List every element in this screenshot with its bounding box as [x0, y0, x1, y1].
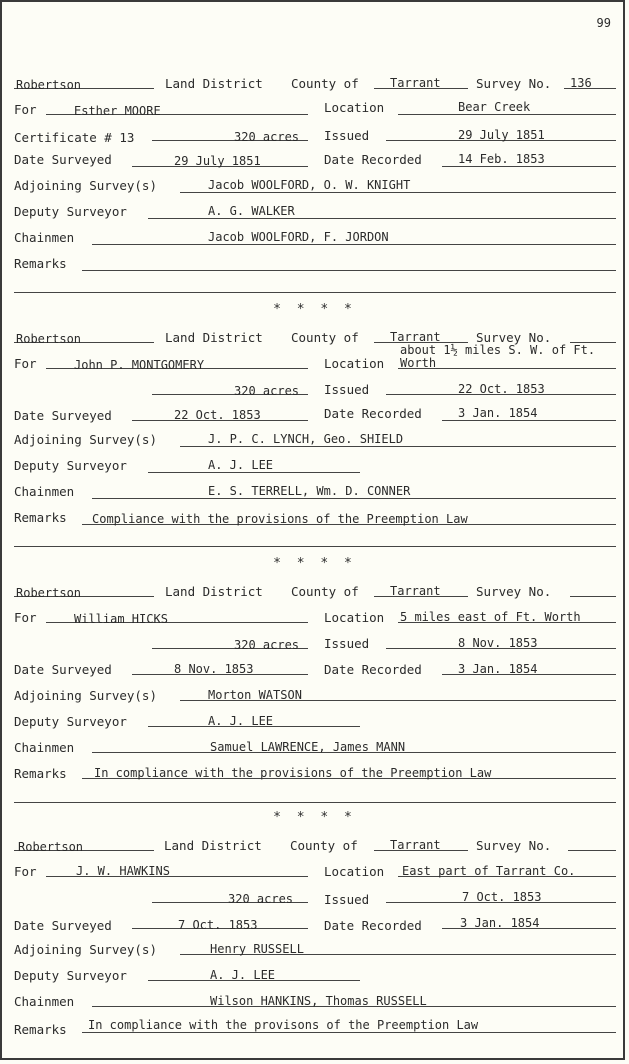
record-separator: * * * * [273, 810, 356, 825]
for-value: William HICKS [74, 612, 168, 626]
chainmen-value: Jacob WOOLFORD, F. JORDON [208, 230, 389, 244]
location-value: about 1½ miles S. W. of Ft. Worth [400, 343, 596, 370]
date-surveyed-label: Date Surveyed [14, 408, 112, 423]
deputy-label: Deputy Surveyor [14, 458, 127, 473]
county-value: Tarrant [390, 330, 441, 344]
date-recorded-value: 3 Jan. 1854 [458, 406, 538, 420]
remarks-label: Remarks [14, 1022, 67, 1037]
deputy-label: Deputy Surveyor [14, 968, 127, 983]
date-surveyed-value: 22 Oct. 1853 [174, 408, 261, 422]
location-value: Bear Creek [458, 100, 531, 114]
issued-value: 29 July 1851 [458, 128, 545, 142]
district-value: Robertson [16, 586, 82, 600]
remarks-label: Remarks [14, 256, 67, 271]
adjoining-label: Adjoining Survey(s) [14, 432, 157, 447]
county-label: County of [291, 76, 359, 91]
record-separator: * * * * [273, 556, 356, 571]
remarks-value: In compliance with the provisons of the Preemption Law [88, 1018, 479, 1032]
for-value: Esther MOORE [74, 104, 161, 118]
for-label: For [14, 864, 37, 879]
adjoining-label: Adjoining Survey(s) [14, 688, 157, 703]
date-surveyed-label: Date Surveyed [14, 662, 112, 677]
chainmen-value: Samuel LAWRENCE, James MANN [210, 740, 406, 754]
county-value: Tarrant [390, 584, 441, 598]
issued-value: 22 Oct. 1853 [458, 382, 545, 396]
deputy-value: A. G. WALKER [208, 204, 295, 218]
survey-no-label: Survey No. [476, 76, 552, 91]
county-label: County of [291, 584, 359, 599]
acres-value: 320 acres [234, 384, 300, 398]
acres-value: 320 acres [234, 638, 300, 652]
blank-line [14, 276, 616, 293]
county-label: County of [290, 838, 358, 853]
survey-no-label: Survey No. [476, 330, 552, 345]
date-recorded-label: Date Recorded [324, 662, 422, 677]
for-value: J. W. HAWKINS [76, 864, 170, 878]
location-label: Location [324, 100, 385, 115]
chainmen-label: Chainmen [14, 740, 75, 755]
deputy-label: Deputy Surveyor [14, 204, 127, 219]
adjoining-value: Morton WATSON [208, 688, 302, 702]
district-value: Robertson [16, 78, 82, 92]
date-surveyed-label: Date Surveyed [14, 152, 112, 167]
blank-line [14, 786, 616, 803]
chainmen-label: Chainmen [14, 484, 75, 499]
for-label: For [14, 102, 37, 117]
chainmen-value: E. S. TERRELL, Wm. D. CONNER [208, 484, 411, 498]
location-value: 5 miles east of Ft. Worth [400, 610, 581, 624]
for-value: John P. MONTGOMERY [74, 358, 205, 372]
date-recorded-label: Date Recorded [324, 918, 422, 933]
location-label: Location [324, 610, 385, 625]
adjoining-label: Adjoining Survey(s) [14, 178, 157, 193]
land-district-label: Land District [165, 330, 263, 345]
issued-value: 8 Nov. 1853 [458, 636, 538, 650]
land-district-label: Land District [165, 584, 263, 599]
chainmen-label: Chainmen [14, 230, 75, 245]
district-value: Robertson [18, 840, 84, 854]
deputy-value: A. J. LEE [210, 968, 276, 982]
deputy-value: A. J. LEE [208, 458, 274, 472]
district-value: Robertson [16, 332, 82, 346]
location-label: Location [324, 356, 385, 371]
date-surveyed-label: Date Surveyed [14, 918, 112, 933]
acres-value: 320 acres [228, 892, 294, 906]
record-separator: * * * * [273, 302, 356, 317]
county-label: County of [291, 330, 359, 345]
deputy-value: A. J. LEE [208, 714, 274, 728]
date-recorded-label: Date Recorded [324, 406, 422, 421]
location-value: East part of Tarrant Co. [402, 864, 576, 878]
chainmen-label: Chainmen [14, 994, 75, 1009]
for-label: For [14, 610, 37, 625]
remarks-label: Remarks [14, 766, 67, 781]
remarks-value: In compliance with the provisions of the Preemption Law [94, 766, 492, 780]
page-number: 99 [596, 16, 611, 30]
date-recorded-label: Date Recorded [324, 152, 422, 167]
issued-label: Issued [324, 892, 370, 907]
survey-no-label: Survey No. [476, 838, 552, 853]
adjoining-label: Adjoining Survey(s) [14, 942, 157, 957]
adjoining-value: Henry RUSSELL [210, 942, 304, 956]
for-label: For [14, 356, 37, 371]
adjoining-value: Jacob WOOLFORD, O. W. KNIGHT [208, 178, 411, 192]
date-recorded-value: 3 Jan. 1854 [458, 662, 538, 676]
issued-value: 7 Oct. 1853 [462, 890, 542, 904]
certificate-label: Certificate # 13 [14, 130, 135, 145]
chainmen-value: Wilson HANKINS, Thomas RUSSELL [210, 994, 427, 1008]
county-value: Tarrant [390, 76, 441, 90]
county-value: Tarrant [390, 838, 441, 852]
acres-value: 320 acres [234, 130, 300, 144]
survey-no-value: 136 [570, 76, 592, 90]
issued-label: Issued [324, 382, 370, 397]
survey-no-label: Survey No. [476, 584, 552, 599]
issued-label: Issued [324, 128, 370, 143]
land-district-label: Land District [165, 76, 263, 91]
issued-label: Issued [324, 636, 370, 651]
date-recorded-value: 3 Jan. 1854 [460, 916, 540, 930]
date-surveyed-value: 7 Oct. 1853 [178, 918, 258, 932]
land-district-label: Land District [164, 838, 262, 853]
blank-line [14, 530, 616, 547]
date-recorded-value: 14 Feb. 1853 [458, 152, 545, 166]
location-label: Location [324, 864, 385, 879]
remarks-value: Compliance with the provisions of the Preemption Law [92, 512, 468, 526]
deputy-label: Deputy Surveyor [14, 714, 127, 729]
adjoining-value: J. P. C. LYNCH, Geo. SHIELD [208, 432, 404, 446]
date-surveyed-value: 8 Nov. 1853 [174, 662, 254, 676]
date-surveyed-value: 29 July 1851 [174, 154, 261, 168]
remarks-label: Remarks [14, 510, 67, 525]
